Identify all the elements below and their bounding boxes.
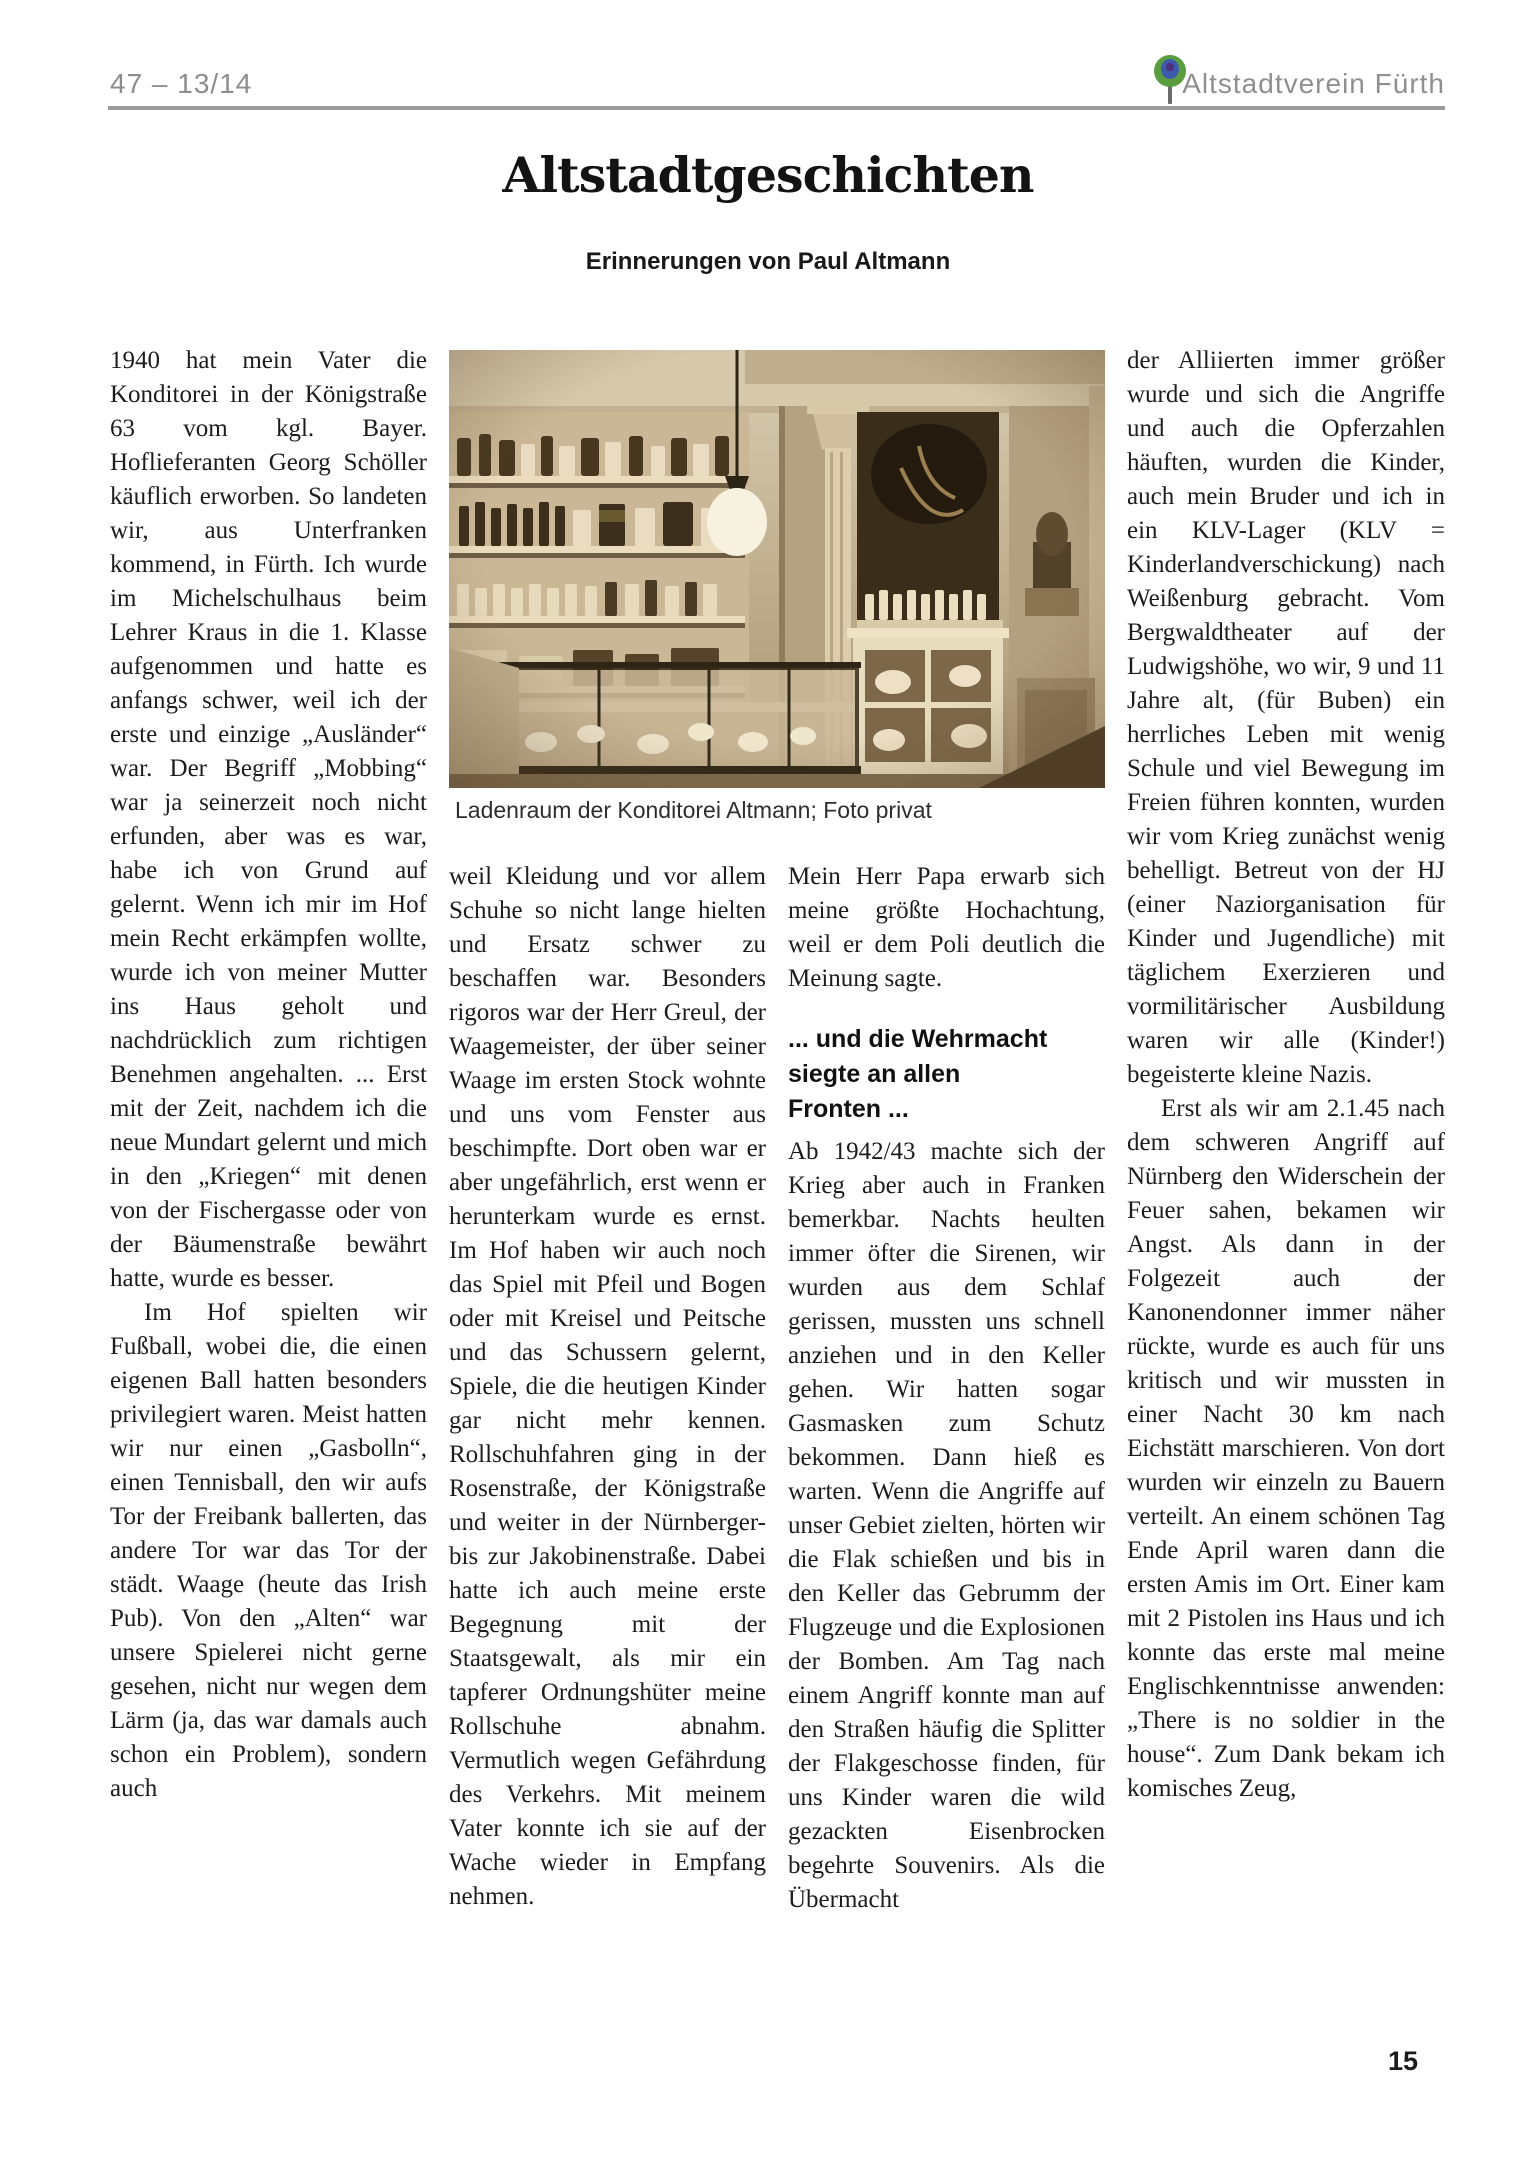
section-heading-line: siegte an allen: [788, 1060, 961, 1088]
section-heading-line: Fronten ...: [788, 1095, 909, 1123]
text-column-1: [110, 344, 427, 2024]
page-subtitle: Erinnerungen von Paul Altmann: [585, 248, 951, 275]
paragraph: der Alliierten immer größer wurde und sich die Angriffe und auch die Opferzahlen häuften, wurden die Kinder, auch mein Bruder und ich in ein KLV-Lager (KLV = Kinderlandverschickung) nach Weißenburg gebracht. Vom Bergwaldtheater auf der Ludwigshöhe, wo wir, 9 und 11 Jahre alt, (für Buben) ein herrliches Leben mit wenig Schule und viel Bewegung im Freien führen konnten, wurden wir vom Krieg zunächst wenig behelligt. Betreut von der HJ (einer Naziorganisation für Kinder und Jugendliche) mit täglichem Exerzieren und vormilitärischer Ausbildung waren wir alle (Kinder!) begeisterte kleine Nazis.: [1127, 347, 1445, 1088]
paragraph: Erst als wir am 2.1.45 nach dem schweren Angriff auf Nürnberg den Widerschein der Feuer sahen, bekamen wir Angst. Als dann in der Folgezeit auch der Kanonendonner immer näher rückte, wurde es auch für uns kritisch und wir mussten in einer Nacht 30 km nach Eichstätt marschieren. Von dort wurden wir einzeln zu Bauern verteilt. An einem schönen Tag Ende April waren dann die ersten Amis im Ort. Einer kam mit 2 Pistolen ins Haus und ich konnte das erste mal meine Englischkenntnisse anwenden: „There is no soldier in the house“. Zum Dank bekam ich komisches Zeug,: [1127, 1095, 1445, 1802]
section-heading-line: ... und die Wehrmacht: [788, 1025, 1048, 1053]
text-column-2: [449, 860, 766, 1914]
text-column-3: [788, 860, 1105, 1917]
text-column-4: [1127, 344, 1445, 2024]
paragraph: Im Hof spielten wir Fußball, wobei die, die einen eigenen Ball hatten besonders privilegiert waren. Meist hatten wir nur einen „Gasbolln“, einen Tennisball, den wir aufs Tor der Freibank ballerten, das andere Tor war das Tor der städt. Waage (heute das Irish Pub). Von den „Alten“ war unsere Spielerei nicht gerne gesehen, nicht nur wegen dem Lärm (ja, das war damals auch schon ein Problem), sondern auch: [110, 1299, 427, 1802]
page-title: Altstadtgeschichten: [502, 146, 1034, 204]
paragraph: 1940 hat mein Vater die Konditorei in der Königstraße 63 vom kgl. Bayer. Hoflieferanten Georg Schöller käuflich erworben. So landeten wir, aus Unterfranken kommend, in Fürth. Ich wurde im Michelschulhaus beim Lehrer Kraus in die 1. Klasse aufgenommen und hatte es anfangs schwer, weil ich der erste und einzige „Ausländer“ war. Der Begriff „Mobbing“ war ja seinerzeit noch nicht erfunden, aber was es war, habe ich von Grund auf gelernt. Wenn ich mir im Hof mein Recht erkämpfen wollte, wurde ich von meiner Mutter ins Haus geholt und nachdrücklich zum richtigen Benehmen angehalten. ... Erst mit der Zeit, nachdem ich die neue Mundart gelernt und mich in den „Kriegen“ mit denen von der Fischergasse oder von der Bäumenstraße bewährt hatte, wurde es besser.: [110, 347, 427, 1292]
brand-name: Altstadtverein Fürth: [1182, 68, 1445, 99]
paragraph: weil Kleidung und vor allem Schuhe so nicht lange hielten und Ersatz schwer zu beschaffen war. Besonders rigoros war der Herr Greul, der Waagemeister, der über seiner Waage im ersten Stock wohnte und uns vom Fenster aus beschimpfte. Dort oben war er aber ungefährlich, erst wenn er herunterkam wurde es ernst. Im Hof haben wir auch noch das Spiel mit Pfeil und Bogen oder mit Kreisel und Peitsche und das Schussern gelernt, Spiele, die die heutigen Kinder gar nicht mehr kennen. Rollschuhfahren ging in der Rosenstraße, der Königstraße und weiter in der Nürnberger- bis zur Jakobinenstraße. Dabei hatte ich auch meine erste Begegnung mit der Staatsgewalt, als mir ein tapferer Ordnungshüter meine Rollschuhe abnahm. Vermutlich wegen Gefährdung des Verkehrs. Mit meinem Vater konnte ich sie auf der Wache wieder in Empfang nehmen.: [449, 863, 766, 1910]
header-rule: [108, 106, 1445, 110]
photo-caption: Ladenraum der Konditorei Altmann; Foto privat: [455, 797, 932, 823]
shop-interior-photo: [449, 350, 1105, 788]
section-heading: [788, 1022, 1105, 1127]
paragraph: Mein Herr Papa erwarb sich meine größte Hochachtung, weil er dem Poli deutlich die Meinung sagte.: [788, 863, 1105, 992]
page-number: 15: [1388, 2046, 1419, 2076]
paragraph: Ab 1942/43 machte sich der Krieg aber auch in Franken bemerkbar. Nachts heulten immer öfter die Sirenen, wir wurden aus dem Schlaf gerissen, mussten uns schnell anziehen und in den Keller gehen. Wir hatten sogar Gasmasken zum Schutz bekommen. Dann hieß es warten. Wenn die Angriffe auf unser Gebiet zielten, hörten wir die Flak schießen und bis in den Keller das Gebrumm der Flugzeuge und die Explosionen der Bomben. Am Tag nach einem Angriff konnte man auf den Straßen häufig die Splitter der Flakgeschosse finden, für uns Kinder waren die wild gezackten Eisenbrocken begehrte Souvenirs. Als die Übermacht: [788, 1138, 1105, 1913]
issue-number: 47 – 13/14: [110, 68, 253, 99]
